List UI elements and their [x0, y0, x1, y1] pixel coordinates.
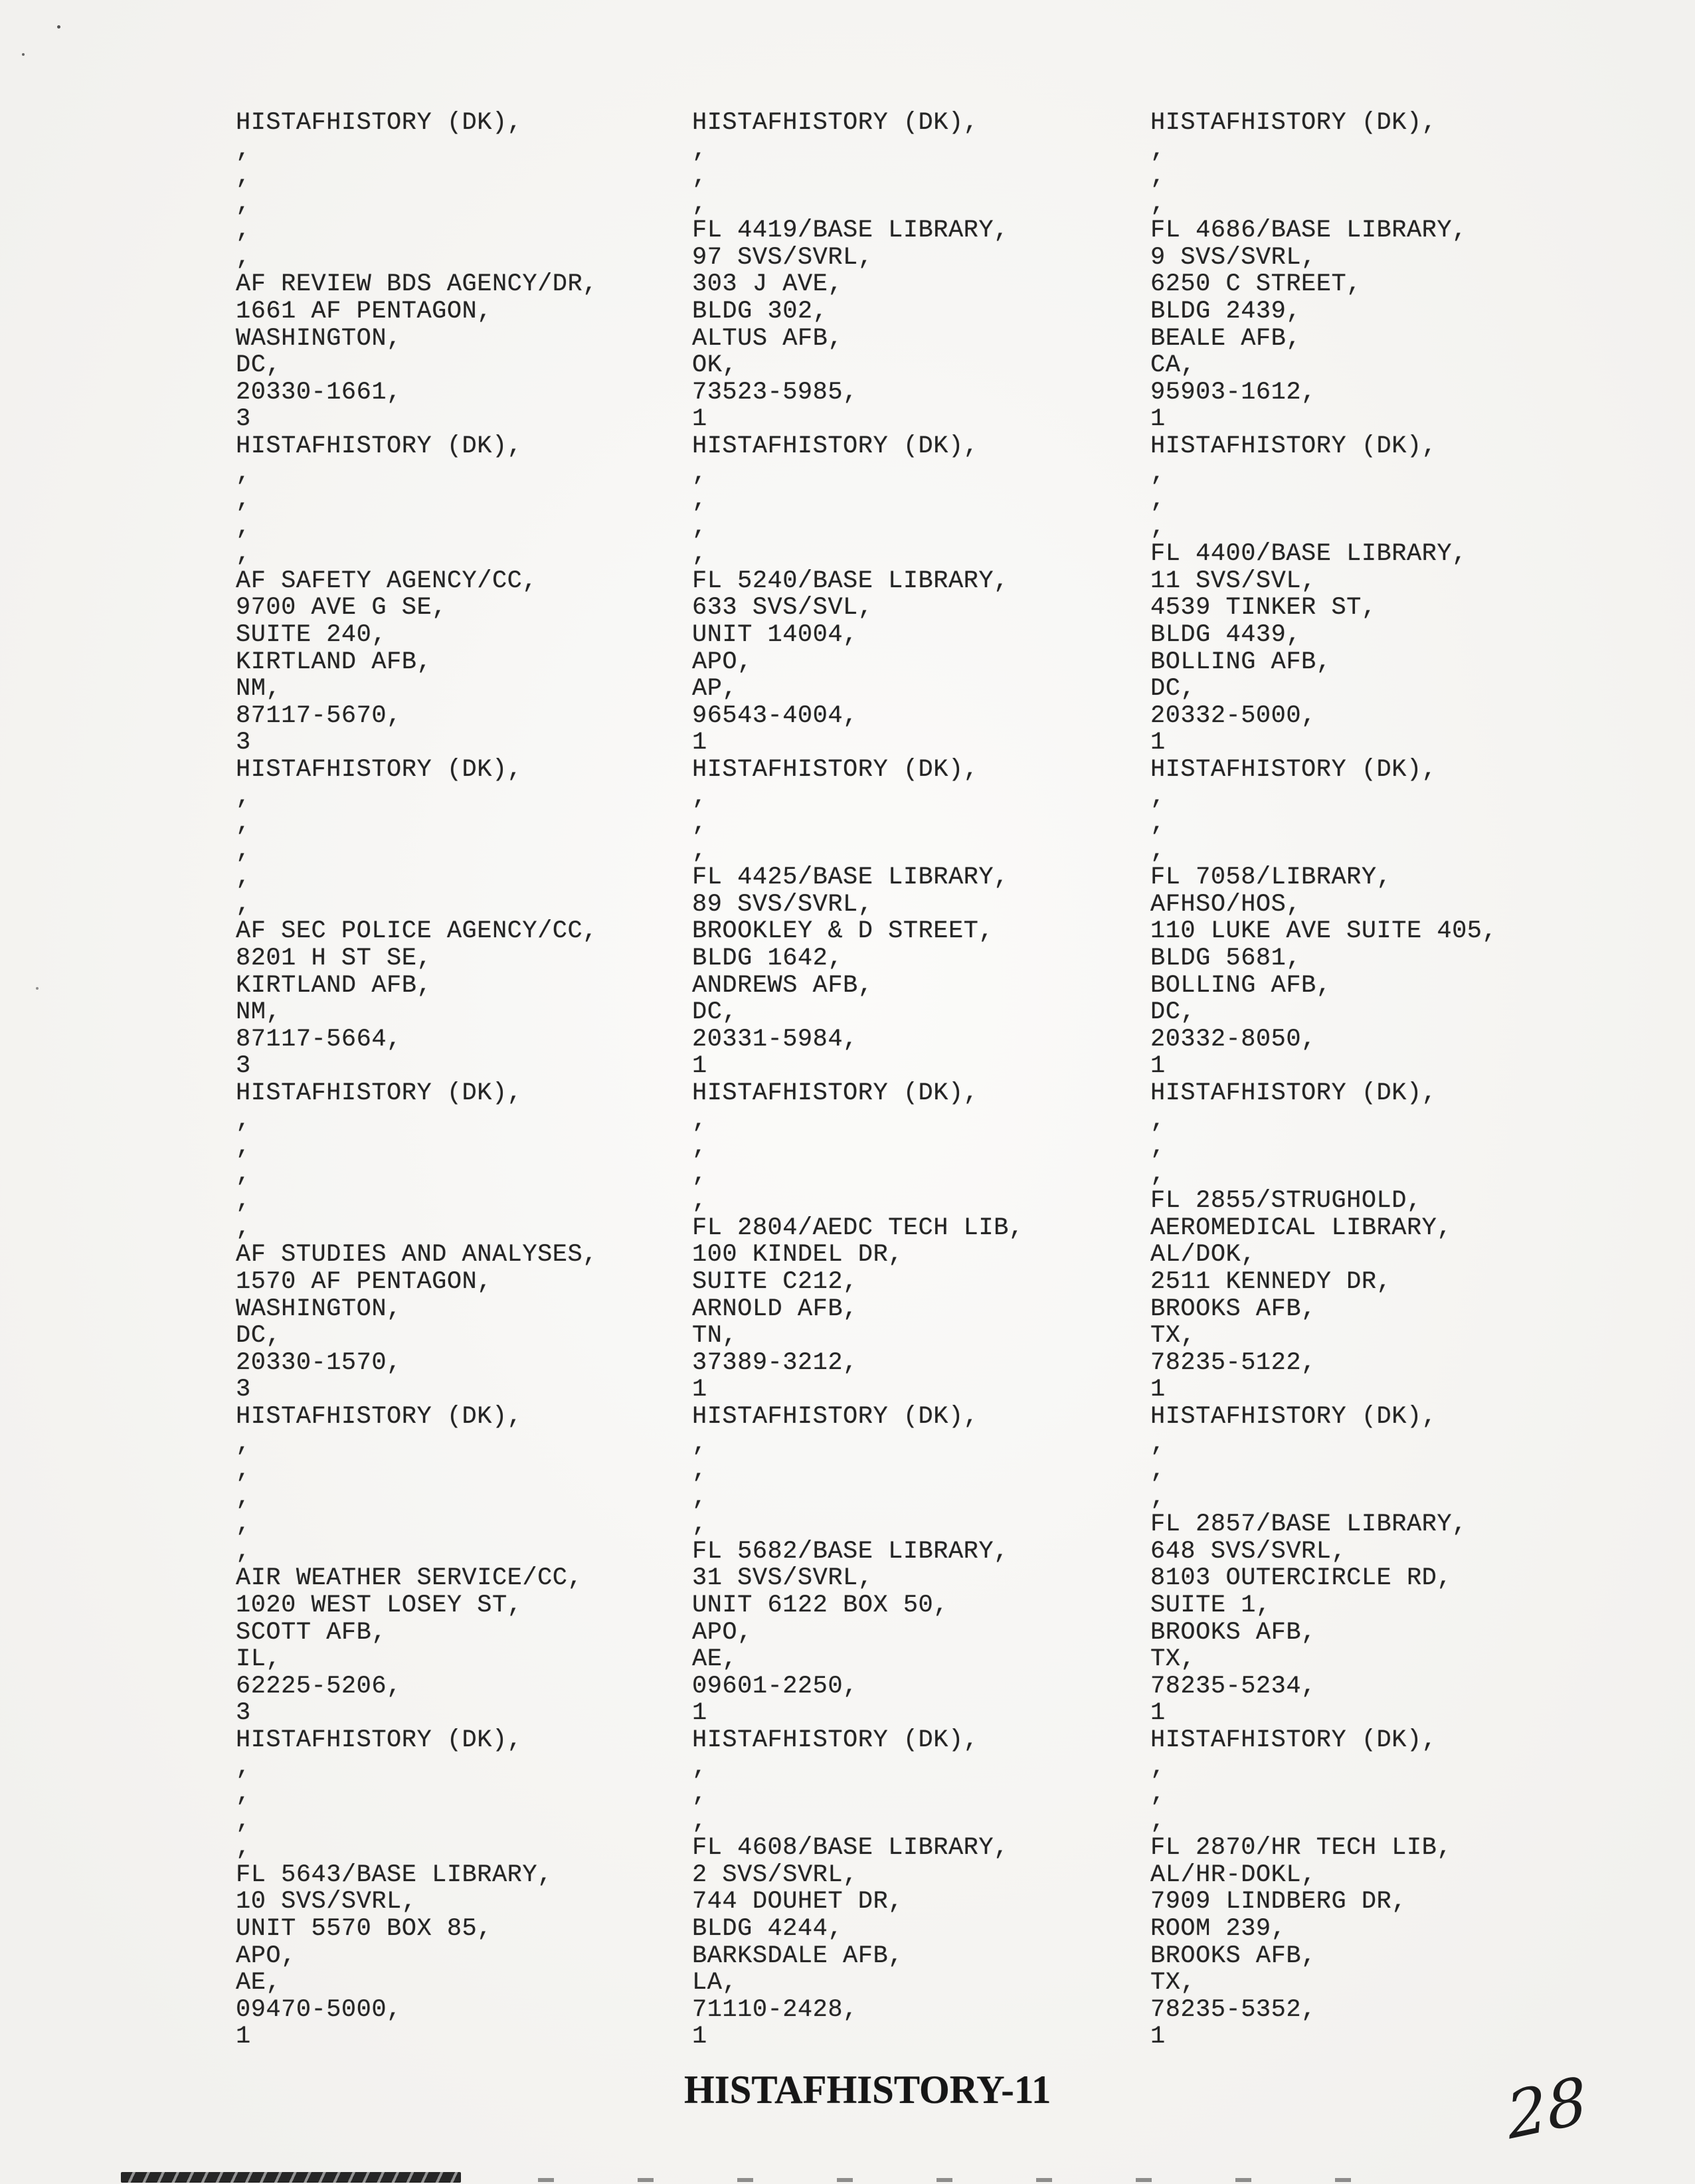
record-line: HISTAFHISTORY (DK),	[1150, 1403, 1437, 1431]
record-line: ,	[692, 1457, 707, 1485]
record-line: UNIT 6122 BOX 50,	[692, 1592, 948, 1620]
scan-speck	[57, 25, 60, 29]
record-line: ,	[1150, 513, 1166, 541]
record-line: HISTAFHISTORY (DK),	[236, 1079, 523, 1107]
record-line: UNIT 14004,	[692, 621, 858, 650]
record-line: 20332-8050,	[1150, 1025, 1316, 1053]
record-line: NM,	[236, 998, 282, 1027]
record-line: BOLLING AFB,	[1150, 648, 1332, 676]
record-line: ,	[236, 1537, 251, 1566]
record-line: ,	[1150, 486, 1166, 515]
record-line: 31 SVS/SVRL,	[692, 1564, 873, 1593]
record-line: CA,	[1150, 351, 1196, 380]
record-line: FL 4425/BASE LIBRARY,	[692, 864, 1009, 892]
record-line: AF REVIEW BDS AGENCY/DR,	[236, 270, 598, 299]
record-line: FL 4400/BASE LIBRARY,	[1150, 540, 1467, 569]
record-line: ,	[1150, 1457, 1166, 1485]
record-line: UNIT 5570 BOX 85,	[236, 1915, 492, 1944]
record-line: HISTAFHISTORY (DK),	[1150, 432, 1437, 460]
record-line: 20331-5984,	[692, 1025, 858, 1053]
record-line: 96543-4004,	[692, 701, 858, 730]
record-line: ,	[236, 486, 251, 515]
mailing-record-r2-c1	[236, 433, 537, 757]
record-line: ,	[1150, 810, 1166, 838]
mailing-record-r6-c1	[236, 1727, 553, 2050]
record-line: FL 5682/BASE LIBRARY,	[692, 1537, 1009, 1566]
record-line: ,	[692, 486, 707, 515]
record-line: BLDG 5681,	[1150, 945, 1302, 973]
record-line: 110 LUKE AVE SUITE 405,	[1150, 917, 1498, 946]
record-line: WASHINGTON,	[236, 1295, 402, 1323]
record-line: ,	[236, 189, 251, 218]
record-line: 1	[692, 405, 707, 434]
mailing-record-r2-c3	[1150, 433, 1467, 757]
record-line: OK,	[692, 351, 738, 380]
record-line: 648 SVS/SVRL,	[1150, 1537, 1347, 1566]
scan-speck	[22, 53, 25, 56]
record-line: BROOKS AFB,	[1150, 1618, 1316, 1647]
record-line: ,	[236, 810, 251, 838]
record-line: HISTAFHISTORY (DK),	[236, 109, 523, 137]
record-line: BLDG 1642,	[692, 945, 844, 973]
record-line: SUITE 240,	[236, 621, 387, 650]
record-line: HISTAFHISTORY (DK),	[692, 432, 979, 460]
record-line: 1020 WEST LOSEY ST,	[236, 1592, 523, 1620]
mailing-record-r3-c2	[692, 757, 1009, 1080]
record-line: DC,	[236, 351, 282, 380]
record-line: BLDG 4439,	[1150, 621, 1302, 650]
record-line: ,	[236, 1214, 251, 1242]
record-line: ,	[692, 1483, 707, 1512]
record-line: ,	[1150, 782, 1166, 811]
record-line: ,	[692, 1106, 707, 1135]
record-line: AFHSO/HOS,	[1150, 890, 1302, 919]
record-line: 1	[692, 1699, 707, 1728]
record-line: ,	[236, 1160, 251, 1188]
record-line: AL/HR-DOKL,	[1150, 1861, 1316, 1889]
scan-speck	[36, 987, 39, 990]
scan-artifact-dashes	[465, 2178, 1408, 2182]
record-line: ,	[236, 243, 251, 272]
mailing-record-r3-c3	[1150, 757, 1497, 1080]
record-line: 09470-5000,	[236, 1995, 402, 2024]
mailing-record-r6-c2	[692, 1727, 1009, 2050]
record-line: 1	[692, 2023, 707, 2051]
record-line: ,	[1150, 1483, 1166, 1512]
record-line: BOLLING AFB,	[1150, 971, 1332, 1000]
record-line: APO,	[692, 1618, 753, 1647]
record-line: 20332-5000,	[1150, 701, 1316, 730]
mailing-record-r5-c3	[1150, 1404, 1467, 1727]
mailing-record-r1-c1	[236, 110, 598, 433]
record-line: DC,	[1150, 675, 1196, 703]
mailing-record-r1-c2	[692, 110, 1009, 433]
mailing-record-r4-c2	[692, 1080, 1024, 1404]
record-line: AIR WEATHER SERVICE/CC,	[236, 1564, 583, 1593]
record-line: DC,	[236, 1322, 282, 1350]
record-line: 6250 C STREET,	[1150, 270, 1362, 299]
record-line: BEALE AFB,	[1150, 324, 1302, 353]
record-line: 7909 LINDBERG DR,	[1150, 1888, 1407, 1916]
record-line: ,	[236, 1483, 251, 1512]
record-line: AE,	[236, 1969, 282, 1997]
record-line: AP,	[692, 675, 738, 703]
record-line: 95903-1612,	[1150, 378, 1316, 407]
record-line: HISTAFHISTORY (DK),	[236, 1403, 523, 1431]
record-line: 1	[1150, 729, 1166, 757]
record-line: 9700 AVE G SE,	[236, 594, 447, 622]
record-line: ,	[1150, 836, 1166, 865]
record-line: SUITE C212,	[692, 1268, 858, 1297]
record-line: 744 DOUHET DR,	[692, 1888, 903, 1916]
record-line: ,	[236, 163, 251, 191]
record-line: 1661 AF PENTAGON,	[236, 298, 492, 326]
record-line: HISTAFHISTORY (DK),	[692, 1079, 979, 1107]
record-line: BLDG 2439,	[1150, 298, 1302, 326]
record-line: 97 SVS/SVRL,	[692, 243, 873, 272]
record-line: FL 4419/BASE LIBRARY,	[692, 217, 1009, 245]
record-line: ,	[236, 1133, 251, 1162]
record-line: ,	[692, 1429, 707, 1458]
record-line: FL 4686/BASE LIBRARY,	[1150, 217, 1467, 245]
record-line: BROOKS AFB,	[1150, 1295, 1316, 1323]
record-line: FL 2857/BASE LIBRARY,	[1150, 1510, 1467, 1539]
record-line: ,	[692, 540, 707, 569]
record-line: 1	[692, 1376, 707, 1404]
record-line: HISTAFHISTORY (DK),	[1150, 1079, 1437, 1107]
record-line: 1	[1150, 1052, 1166, 1081]
record-line: HISTAFHISTORY (DK),	[692, 1403, 979, 1431]
record-line: ,	[692, 1187, 707, 1216]
record-line: ,	[1150, 1807, 1166, 1835]
record-line: ,	[692, 782, 707, 811]
record-line: FL 5643/BASE LIBRARY,	[236, 1861, 553, 1889]
record-line: ,	[236, 836, 251, 865]
record-line: AF SAFETY AGENCY/CC,	[236, 567, 538, 595]
record-line: KIRTLAND AFB,	[236, 971, 432, 1000]
record-line: AF STUDIES AND ANALYSES,	[236, 1241, 598, 1269]
record-line: 1	[692, 729, 707, 757]
record-line: ,	[236, 1429, 251, 1458]
record-line: ,	[1150, 136, 1166, 164]
record-line: ARNOLD AFB,	[692, 1295, 858, 1323]
record-line: 1	[1150, 1699, 1166, 1728]
record-line: 11 SVS/SVL,	[1150, 567, 1316, 595]
record-line: 78235-5122,	[1150, 1348, 1316, 1377]
record-line: DC,	[692, 998, 738, 1027]
record-line: ,	[236, 136, 251, 164]
record-line: ,	[692, 163, 707, 191]
record-line: 09601-2250,	[692, 1672, 858, 1700]
record-line: ,	[692, 513, 707, 541]
record-line: FL 2804/AEDC TECH LIB,	[692, 1214, 1024, 1242]
record-line: ,	[1150, 1106, 1166, 1135]
record-line: FL 4608/BASE LIBRARY,	[692, 1834, 1009, 1863]
record-line: 4539 TINKER ST,	[1150, 594, 1377, 622]
record-line: ,	[1150, 459, 1166, 488]
record-line: ,	[236, 1780, 251, 1809]
record-line: ,	[692, 836, 707, 865]
record-line: HISTAFHISTORY (DK),	[236, 1726, 523, 1754]
mailing-record-r5-c1	[236, 1404, 582, 1727]
record-line: NM,	[236, 675, 282, 703]
record-line: TX,	[1150, 1969, 1196, 1997]
record-line: ,	[236, 864, 251, 892]
record-line: ,	[236, 1753, 251, 1781]
record-line: TX,	[1150, 1322, 1196, 1350]
record-line: ,	[692, 1160, 707, 1188]
record-line: ,	[692, 1807, 707, 1835]
record-line: 303 J AVE,	[692, 270, 844, 299]
mailing-record-r4-c1	[236, 1080, 598, 1404]
record-line: 1	[236, 2023, 251, 2051]
record-line: BLDG 4244,	[692, 1915, 844, 1944]
record-line: AEROMEDICAL LIBRARY,	[1150, 1214, 1453, 1242]
record-line: ,	[1150, 1753, 1166, 1781]
record-line: 1	[1150, 2023, 1166, 2051]
record-line: BLDG 302,	[692, 298, 828, 326]
record-line: ,	[1150, 1160, 1166, 1188]
record-line: 62225-5206,	[236, 1672, 402, 1700]
record-line: ,	[236, 1106, 251, 1135]
record-line: ,	[1150, 163, 1166, 191]
record-line: AL/DOK,	[1150, 1241, 1256, 1269]
record-line: AF SEC POLICE AGENCY/CC,	[236, 917, 598, 946]
record-line: ,	[692, 810, 707, 838]
record-line: ,	[236, 1807, 251, 1835]
record-line: ANDREWS AFB,	[692, 971, 873, 1000]
record-line: WASHINGTON,	[236, 324, 402, 353]
record-line: KIRTLAND AFB,	[236, 648, 432, 676]
record-line: BARKSDALE AFB,	[692, 1942, 903, 1970]
record-line: APO,	[692, 648, 753, 676]
record-line: ,	[692, 1780, 707, 1809]
record-line: HISTAFHISTORY (DK),	[236, 756, 523, 784]
record-line: 3	[236, 1699, 251, 1728]
mailing-record-r1-c3	[1150, 110, 1467, 433]
record-line: FL 7058/LIBRARY,	[1150, 864, 1392, 892]
mailing-record-r2-c2	[692, 433, 1009, 757]
record-line: HISTAFHISTORY (DK),	[692, 109, 979, 137]
record-line: 20330-1661,	[236, 378, 402, 407]
record-line: 87117-5670,	[236, 701, 402, 730]
record-line: 37389-3212,	[692, 1348, 858, 1377]
record-line: ,	[236, 1510, 251, 1539]
record-line: FL 5240/BASE LIBRARY,	[692, 567, 1009, 595]
record-line: ,	[692, 189, 707, 218]
page-footer-title: HISTAFHISTORY-11	[684, 2068, 1051, 2112]
record-line: ,	[1150, 1133, 1166, 1162]
record-line: 8103 OUTERCIRCLE RD,	[1150, 1564, 1453, 1593]
record-line: 20330-1570,	[236, 1348, 402, 1377]
record-line: TN,	[692, 1322, 738, 1350]
record-line: HISTAFHISTORY (DK),	[1150, 1726, 1437, 1754]
mailing-record-r6-c3	[1150, 1727, 1452, 2050]
record-line: ,	[236, 1187, 251, 1216]
record-line: 3	[236, 1376, 251, 1404]
record-line: FL 2855/STRUGHOLD,	[1150, 1187, 1422, 1216]
record-line: ,	[236, 513, 251, 541]
handwritten-page-number: 28	[1503, 2062, 1591, 2154]
record-line: ,	[236, 1457, 251, 1485]
record-line: IL,	[236, 1645, 282, 1674]
record-line: BROOKLEY & D STREET,	[692, 917, 994, 946]
record-line: AE,	[692, 1645, 738, 1674]
record-line: HISTAFHISTORY (DK),	[692, 1726, 979, 1754]
record-line: BROOKS AFB,	[1150, 1942, 1316, 1970]
record-line: 73523-5985,	[692, 378, 858, 407]
record-line: ,	[236, 890, 251, 919]
record-line: 8201 H ST SE,	[236, 945, 432, 973]
record-line: 9 SVS/SVRL,	[1150, 243, 1316, 272]
record-line: 633 SVS/SVL,	[692, 594, 873, 622]
record-line: 1	[692, 1052, 707, 1081]
record-line: 10 SVS/SVRL,	[236, 1888, 417, 1916]
record-line: ,	[692, 1753, 707, 1781]
record-line: 2 SVS/SVRL,	[692, 1861, 858, 1889]
record-line: SCOTT AFB,	[236, 1618, 387, 1647]
mailing-record-r4-c3	[1150, 1080, 1452, 1404]
record-line: ,	[236, 217, 251, 245]
record-line: HISTAFHISTORY (DK),	[1150, 109, 1437, 137]
record-line: ,	[692, 1133, 707, 1162]
record-line: 3	[236, 729, 251, 757]
record-line: 89 SVS/SVRL,	[692, 890, 873, 919]
record-line: HISTAFHISTORY (DK),	[1150, 756, 1437, 784]
record-line: ,	[236, 540, 251, 569]
record-line: 1570 AF PENTAGON,	[236, 1268, 492, 1297]
record-line: 71110-2428,	[692, 1995, 858, 2024]
record-line: FL 2870/HR TECH LIB,	[1150, 1834, 1453, 1863]
record-line: 78235-5234,	[1150, 1672, 1316, 1700]
record-line: LA,	[692, 1969, 738, 1997]
mailing-record-r3-c1	[236, 757, 598, 1080]
record-line: 100 KINDEL DR,	[692, 1241, 903, 1269]
record-line: ,	[1150, 189, 1166, 218]
record-line: 1	[1150, 1376, 1166, 1404]
record-line: ,	[692, 459, 707, 488]
record-line: 3	[236, 405, 251, 434]
record-line: ,	[1150, 1780, 1166, 1809]
record-line: ,	[236, 459, 251, 488]
record-line: ,	[692, 136, 707, 164]
record-line: TX,	[1150, 1645, 1196, 1674]
record-line: 78235-5352,	[1150, 1995, 1316, 2024]
record-line: SUITE 1,	[1150, 1592, 1271, 1620]
record-line: HISTAFHISTORY (DK),	[236, 432, 523, 460]
record-line: ,	[692, 1510, 707, 1539]
record-line: ,	[236, 1834, 251, 1863]
record-line: HISTAFHISTORY (DK),	[692, 756, 979, 784]
record-line: ,	[236, 782, 251, 811]
record-line: ,	[1150, 1429, 1166, 1458]
record-line: ROOM 239,	[1150, 1915, 1287, 1944]
record-line: 2511 KENNEDY DR,	[1150, 1268, 1392, 1297]
record-line: APO,	[236, 1942, 296, 1970]
record-line: 87117-5664,	[236, 1025, 402, 1053]
record-line: DC,	[1150, 998, 1196, 1027]
scan-artifact-stripes	[121, 2172, 461, 2183]
record-line: 3	[236, 1052, 251, 1081]
record-line: 1	[1150, 405, 1166, 434]
mailing-record-r5-c2	[692, 1404, 1009, 1727]
record-line: ALTUS AFB,	[692, 324, 844, 353]
